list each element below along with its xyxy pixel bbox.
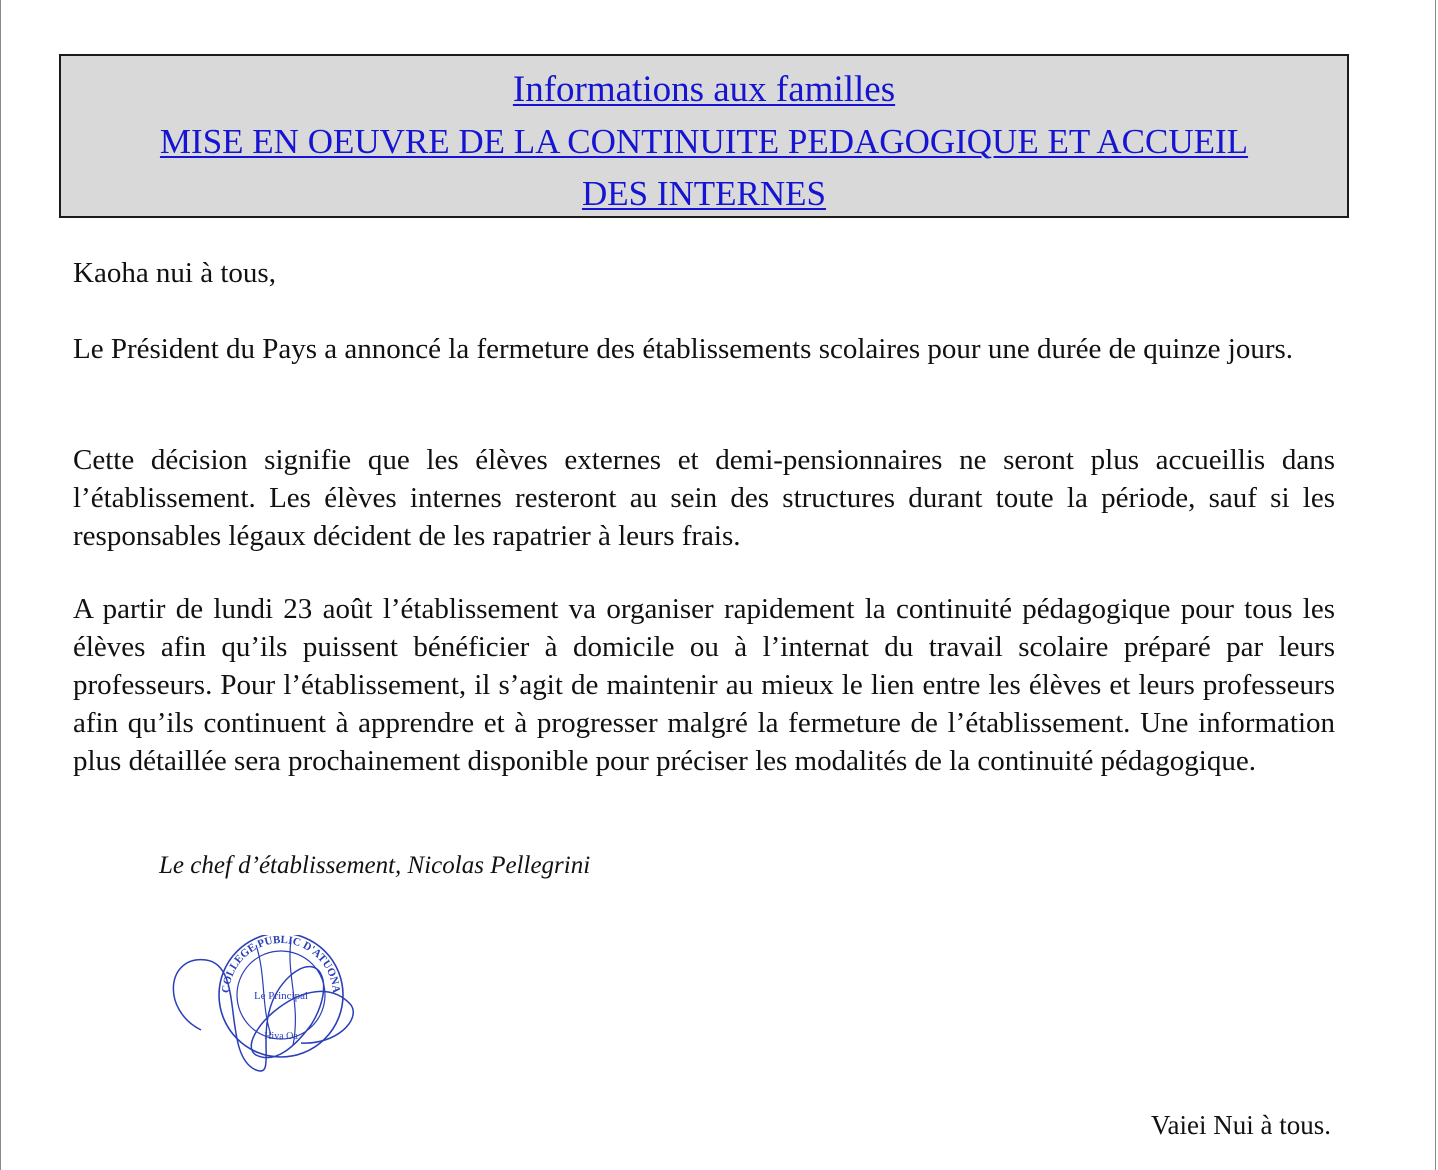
stamp-bottom-text: Hiva Oa xyxy=(264,1031,298,1042)
document-title: Informations aux familles xyxy=(512,69,896,110)
closing-line: Vaiei Nui à tous. xyxy=(1151,1110,1331,1140)
title-box xyxy=(59,54,1349,218)
paragraph-2: Cette décision signifie que les élèves externes et demi-pensionnaires ne seront plus accueillis dans l’établissement. Les élèves internes resteront au sein des structures durant toute la période, sauf si les responsables légaux décident de les rapatrier à leurs frais. xyxy=(73,444,1335,552)
signature-line: Le chef d’établissement, Nicolas Pellegrini xyxy=(159,852,591,879)
document-subtitle-line-1: MISE EN OEUVRE DE LA CONTINUITE PEDAGOGIQUE ET ACCUEIL xyxy=(159,122,1249,161)
greeting: Kaoha nui à tous, xyxy=(73,257,276,289)
stamp-center-text: Le Principal xyxy=(253,990,309,1002)
school-stamp-signature xyxy=(161,935,366,1080)
document-subtitle-line-2: DES INTERNES xyxy=(581,174,827,213)
paragraph-3: A partir de lundi 23 août l’établissement va organiser rapidement la continuité pédagogique pour tous les élèves afin qu’ils puissent bénéficier à domicile ou à l’internat du travail scolaire préparé par leurs professeurs. Pour l’établissement, il s’agit de maintenir au mieux le lien entre les élèves et leurs professeurs afin qu’ils continuent à apprendre et à progresser malgré la fermeture de l’établissement. Une information plus détaillée sera prochainement disponible pour préciser les modalités de la continuité pédagogique. xyxy=(73,593,1335,777)
stamp-ring-text: COLLEGE PUBLIC D'ATUONA xyxy=(219,935,343,994)
paragraph-1: Le Président du Pays a annoncé la fermeture des établissements scolaires pour une durée de quinze jours. xyxy=(73,333,1294,365)
